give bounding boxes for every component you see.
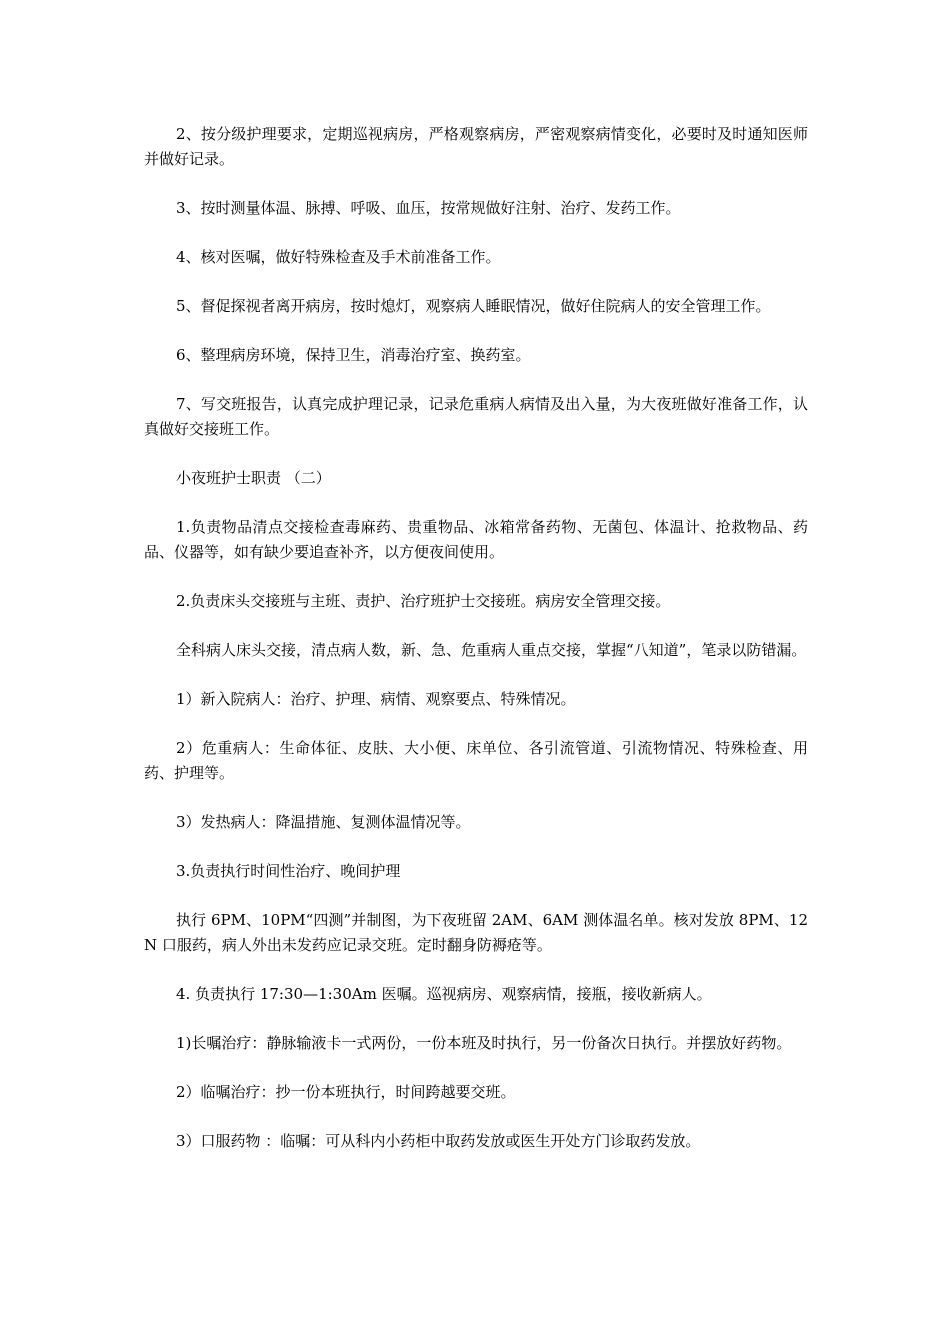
paragraph-13: 3.负责执行时间性治疗、晚间护理 [176,862,401,880]
paragraph-2: 3、按时测量体温、脉搏、呼吸、血压，按常规做好注射、治疗、发药工作。 [176,199,681,217]
paragraph-16: 1)长嘱治疗：静脉输液卡一式两份，一份本班及时执行，另一份备次日执行。并摆放好药物。 [176,1034,792,1052]
paragraph-1: 2、按分级护理要求，定期巡视病房，严格观察病房，严密观察病情变化，必要时及时通知医师并做好记录。 [144,125,808,168]
paragraph-3: 4、核对医嘱，做好特殊检查及手术前准备工作。 [176,248,501,266]
paragraph-9: 全科病人床头交接，清点病人数，新、急、危重病人重点交接，掌握“八知道”，笔录以防错漏。 [176,641,807,659]
paragraph-15: 4. 负责执行 17:30—1:30Am 医嘱。巡视病房、观察病情，接瓶，接收新病人。 [176,985,712,1003]
paragraph-10: 1）新入院病人：治疗、护理、病情、观察要点、特殊情况。 [176,690,576,708]
section-heading: 小夜班护士职责 （二） [176,469,331,487]
document-page [144,122,808,1178]
paragraph-12: 3）发热病人：降温措施、复测体温情况等。 [176,813,471,831]
paragraph-11: 2）危重病人：生命体征、皮肤、大小便、床单位、各引流管道、引流物情况、特殊检查、用药、护理等。 [144,739,808,782]
paragraph-18: 3）口服药物 ：临嘱：可从科内小药柜中取药发放或医生开处方门诊取药发放。 [176,1132,701,1150]
paragraph-5: 6、整理病房环境，保持卫生，消毒治疗室、换药室。 [176,346,531,364]
paragraph-8: 2.负责床头交接班与主班、责护、治疗班护士交接班。病房安全管理交接。 [176,592,671,610]
paragraph-14: 执行 6PM、10PM“四测”并制图，为下夜班留 2AM、6AM 测体温名单。核对发放 8PM、12N 口服药，病人外出未发药应记录交班。定时翻身防褥疮等。 [144,911,808,954]
paragraph-17: 2）临嘱治疗：抄一份本班执行，时间跨越要交班。 [176,1083,516,1101]
paragraph-7: 1.负责物品清点交接检查毒麻药、贵重物品、冰箱常备药物、无菌包、体温计、抢救物品、药品、仪器等，如有缺少要追查补齐，以方便夜间使用。 [144,518,808,561]
paragraph-6: 7、写交班报告，认真完成护理记录，记录危重病人病情及出入量，为大夜班做好准备工作，认真做好交接班工作。 [144,395,808,438]
paragraph-4: 5、督促探视者离开病房，按时熄灯，观察病人睡眠情况，做好住院病人的安全管理工作。 [176,297,771,315]
